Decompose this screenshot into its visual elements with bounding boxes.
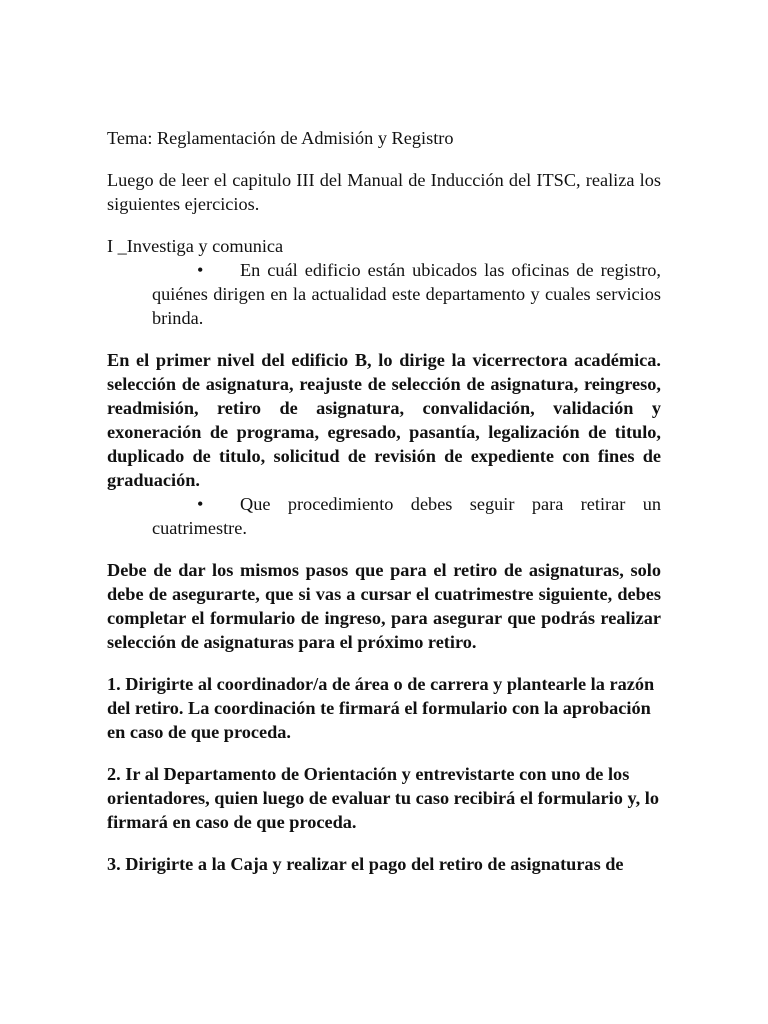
question-2-bullet (152, 492, 661, 540)
question-1-text: En cuál edificio están ubicados las oficinas de registro, quiénes dirigen en la actualidad este departamento y cuales servicios brinda. (152, 260, 661, 328)
intro-paragraph: Luego de leer el capitulo III del Manual de Inducción del ITSC, realiza los siguientes ejercicios. (107, 170, 661, 214)
step-1-paragraph: 1. Dirigirte al coordinador/a de área o de carrera y plantearle la razón del retiro. La coordinación te firmará el formulario con la aprobación en caso de que proceda. (107, 674, 655, 742)
bullet-icon: • (197, 260, 204, 280)
topic-line: Tema: Reglamentación de Admisión y Registro (107, 128, 454, 148)
section-heading: I _Investiga y comunica (107, 236, 284, 256)
step-3-paragraph: 3. Dirigirte a la Caja y realizar el pago del retiro de asignaturas de (107, 854, 624, 874)
answer-2-paragraph: Debe de dar los mismos pasos que para el retiro de asignaturas, solo debe de asegurarte, que si vas a cursar el cuatrimestre siguiente, debes completar el formulario de ingreso, para asegurar que podrás realizar selección de asignaturas para el próximo retiro. (107, 560, 661, 652)
step-2-paragraph: 2. Ir al Departamento de Orientación y entrevistarte con uno de los orientadores, quien luego de evaluar tu caso recibirá el formulario y, lo firmará en caso de que proceda. (107, 764, 659, 832)
question-1-bullet (152, 258, 661, 330)
bullet-icon: • (197, 494, 204, 514)
answer-1-paragraph: En el primer nivel del edificio B, lo dirige la vicerrectora académica. selección de asignatura, reajuste de selección de asignatura, reingreso, readmisión, retiro de asignatura, convalidación, validación y exoneración de programa, egresado, pasantía, legalización de titulo, duplicado de titulo, solicitud de revisión de expediente con fines de graduación. (107, 350, 661, 490)
question-2-text: Que procedimiento debes seguir para retirar un cuatrimestre. (152, 494, 661, 538)
